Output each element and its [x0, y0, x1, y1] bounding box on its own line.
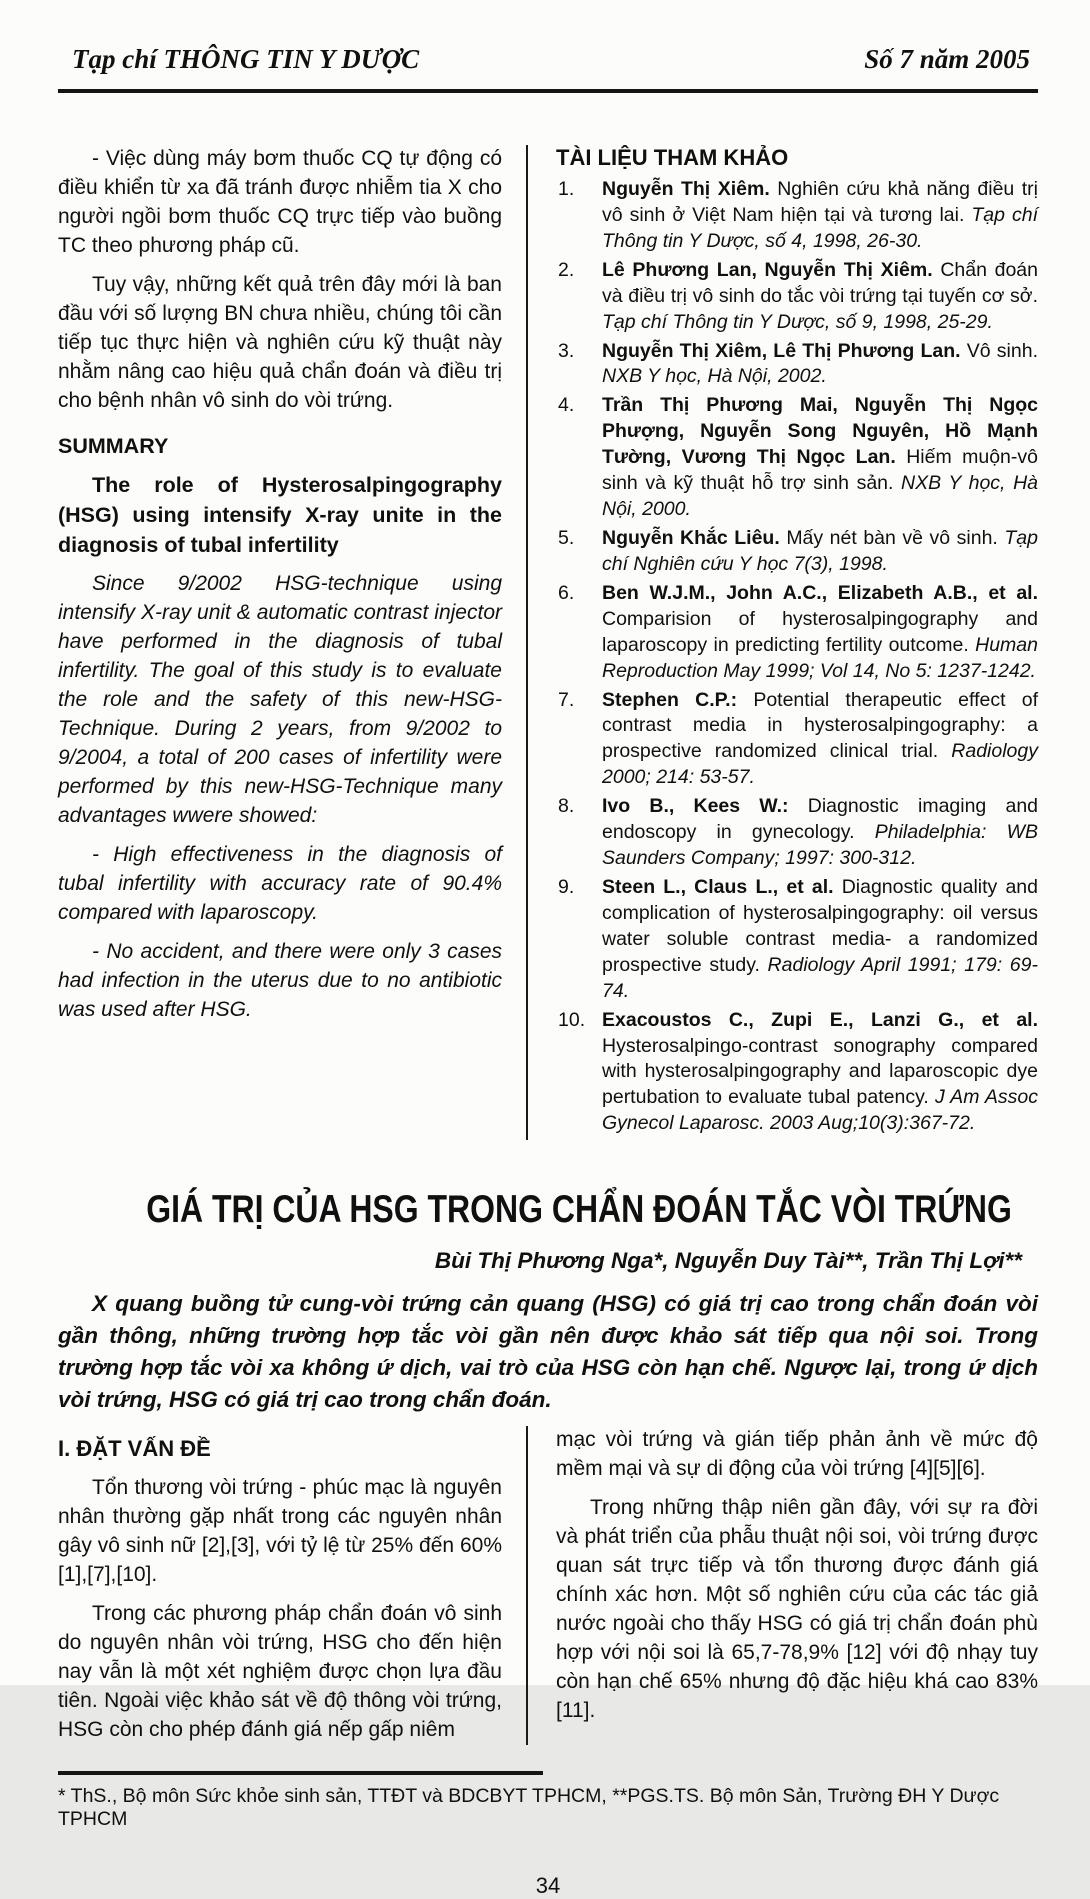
reference-text: Nghiên cứu khả năng điều trị vô sinh ở Việt Nam hiện tại và tương lai. — [602, 178, 1038, 226]
author-footnote: * ThS., Bộ môn Sức khỏe sinh sản, TTĐT và BDCBYT TPHCM, **PGS.TS. Bộ môn Sản, Trường ĐH Y Dược TPHCM — [58, 1785, 1000, 1831]
reference-authors: Steen L., Claus L., et al. — [602, 875, 842, 898]
reference-text: Mấy nét bàn về vô sinh. — [786, 526, 1005, 549]
paragraph: Tuy vậy, những kết quả trên đây mới là ban đầu với số lượng BN chưa nhiều, chúng tôi cần tiếp tục thực hiện và nghiên cứu kỹ thuật này nhằm nâng cao hiệu quả chẩn đoán và điều trị cho bệnh nhân vô sinh do vòi trứng. — [58, 272, 502, 412]
bottom-columns — [58, 1426, 1038, 1745]
reference-text: Hiếm muộn-vô sinh và kỹ thuật hỗ trợ sinh sản. — [602, 446, 1038, 495]
footnote-rule — [58, 1771, 543, 1775]
issue-label: Số 7 năm 2005 — [864, 44, 1030, 74]
reference-item — [556, 794, 1038, 872]
section1-heading: I. ĐẶT VẤN ĐỀ — [58, 1435, 211, 1461]
summary-title: The role of Hysterosalpingography (HSG) using intensify X-ray unite in the diagnosis of tubal infertility — [58, 473, 502, 557]
reference-text: Hysterosalpingo-contrast sonography compared with hysterosalpingography and laparoscopic dye pertubation to evaluate tubal patency. — [602, 1034, 1038, 1109]
reference-text: Comparision of hysterosalpingography and laparoscopy in predicting fertility outcome. — [602, 607, 1038, 656]
reference-authors: Nguyễn Khắc Liêu. — [602, 526, 787, 549]
reference-text: Chẩn đoán và điều trị vô sinh do tắc vòi trứng tại tuyến cơ sở. — [602, 258, 1038, 307]
reference-text: Potential therapeutic effect of contrast media in hysterosalpingography: a prospective randomized clinical trial. — [602, 688, 1038, 763]
reference-source: Tạp chí Thông tin Y Dược, số 4, 1998, 26-30. — [602, 203, 1038, 252]
previous-article-column — [58, 145, 526, 1140]
reference-authors: Ivo B., Kees W.: — [602, 795, 808, 818]
paragraph: Trong các phương pháp chẩn đoán vô sinh do nguyên nhân vòi trứng, HSG cho đến hiện nay vẫn là một xét nghiệm được chọn lựa đầu tiên. Ngoài việc khảo sát về độ thông vòi trứng, HSG còn cho phép đánh giá nếp gấp niêm — [58, 1602, 502, 1742]
reference-number: 4. — [558, 394, 575, 417]
reference-text: Diagnostic imaging and endoscopy in gynecology. — [602, 795, 1039, 844]
references-column — [526, 145, 1038, 1140]
reference-source: Tạp chí Nghiên cứu Y học 7(3), 1998. — [602, 526, 1038, 575]
summary-heading: SUMMARY — [58, 433, 169, 458]
page-number: 34 — [535, 1873, 561, 1899]
reference-number: 2. — [558, 258, 575, 281]
reference-number: 6. — [558, 581, 575, 604]
reference-item — [556, 581, 1038, 685]
reference-source: NXB Y học, Hà Nội, 2002. — [602, 365, 827, 388]
reference-number: 1. — [558, 178, 575, 200]
reference-source: J Am Assoc Gynecol Laparosc. 2003 Aug;10(3):367-72. — [602, 1086, 1038, 1135]
summary-paragraph: Since 9/2002 HSG-technique using intensify X-ray unit & automatic contrast injector have performed in the diagnosis of tubal infertility. The goal of this study is to evaluate the role and the safety of this new-HSG-Technique. During 2 years, from 9/2002 to 9/2004, a total of 200 cases of infertility were performed by this new-HSG-Technique many advantages wwere showed: — [58, 572, 502, 828]
reference-authors: Nguyễn Thị Xiêm. — [602, 178, 778, 200]
section1-left-column — [58, 1426, 526, 1745]
reference-item — [556, 339, 1038, 391]
reference-source: NXB Y học, Hà Nội, 2000. — [602, 472, 1038, 521]
reference-source: Radiology 2000; 214: 53-57. — [602, 740, 1038, 789]
reference-number: 7. — [558, 688, 575, 711]
reference-authors: Stephen C.P.: — [602, 688, 754, 711]
reference-authors: Nguyễn Thị Xiêm, Lê Thị Phương Lan. — [602, 339, 967, 362]
references-heading: TÀI LIỆU THAM KHẢO — [556, 145, 789, 170]
header-rule — [58, 89, 1038, 93]
summary-body — [58, 570, 502, 1025]
reference-item — [556, 1008, 1038, 1138]
reference-item — [556, 393, 1038, 523]
reference-item — [556, 875, 1038, 1005]
paragraph: mạc vòi trứng và gián tiếp phản ảnh về mức độ mềm mại và sự di động của vòi trứng [4][5][6]. — [556, 1427, 1038, 1480]
section1-right-column — [526, 1426, 1038, 1745]
paragraph: - Việc dùng máy bơm thuốc CQ tự động có điều khiển từ xa đã tránh được nhiễm tia X cho người ngồi bơm thuốc CQ trực tiếp vào buồng TC theo phương pháp cũ. — [58, 147, 502, 257]
reference-text: Diagnostic quality and complication of hysterosalpingography: oil versus water soluble contrast media- a randomized prospective study. — [602, 875, 1038, 976]
reference-item — [556, 688, 1038, 792]
summary-paragraph: - High effectiveness in the diagnosis of tubal infertility with accuracy rate of 90.4% compared with laparoscopy. — [58, 843, 502, 924]
reference-item — [556, 177, 1038, 255]
reference-authors: Lê Phương Lan, Nguyễn Thị Xiêm. — [602, 258, 941, 281]
reference-number: 9. — [558, 875, 575, 898]
reference-source: Philadelphia: WB Saunders Company; 1997: 300-312. — [602, 821, 1038, 870]
reference-number: 3. — [558, 339, 575, 362]
article-authors: Bùi Thị Phương Nga*, Nguyễn Duy Tài**, Trần Thị Lợi** — [434, 1248, 1022, 1274]
journal-title: Tạp chí THÔNG TIN Y DƯỢC — [72, 44, 420, 74]
reference-authors: Trần Thị Phương Mai, Nguyễn Thị Ngọc Phượng, Nguyễn Song Nguyên, Hồ Mạnh Tường, Vương Thị Ngọc Lan. — [602, 394, 1038, 469]
reference-item — [556, 526, 1038, 578]
reference-text: Vô sinh. — [966, 339, 1038, 362]
article-title: GIÁ TRỊ CỦA HSG TRONG CHẨN ĐOÁN TẮC VÒI TRỨNG — [146, 1188, 1012, 1232]
article-abstract: X quang buồng tử cung-vòi trứng cản quang (HSG) có giá trị cao trong chẩn đoán vòi gần thông, những trường hợp tắc vòi gần nên được khảo sát tiếp qua nội soi. Trong trường hợp tắc vòi xa không ứ dịch, vai trò của HSG còn hạn chế. Ngược lại, trong ứ dịch vòi trứng, HSG có giá trị cao trong chẩn đoán. — [58, 1291, 1038, 1412]
reference-list — [556, 177, 1038, 1137]
running-header — [58, 38, 1038, 75]
reference-item — [556, 258, 1038, 336]
reference-authors: Exacoustos C., Zupi E., Lanzi G., et al. — [602, 1008, 1038, 1031]
reference-source: Radiology April 1991; 179: 69-74. — [602, 953, 1038, 1002]
reference-authors: Ben W.J.M., John A.C., Elizabeth A.B., et al. — [602, 581, 1038, 604]
reference-source: Tạp chí Thông tin Y Dược, số 9, 1998, 25-29. — [602, 310, 993, 333]
paragraph: Trong những thập niên gần đây, với sự ra đời và phát triển của phẫu thuật nội soi, vòi trứng được quan sát trực tiếp và tổn thương được đánh giá chính xác hơn. Một số nghiên cứu của các tác giả nước ngoài cho thấy HSG có giá trị chẩn đoán phù hợp với nội soi là 65,7-78,9% [12] với độ nhạy tuy còn hạn chế 65% nhưng độ đặc hiệu khá cao 83% [11]. — [556, 1495, 1038, 1722]
reference-number: 8. — [558, 795, 575, 818]
paragraph: Tổn thương vòi trứng - phúc mạc là nguyên nhân thường gặp nhất trong các nguyên nhân gây vô sinh nữ [2],[3], với tỷ lệ từ 25% đến 60% [1],[7],[10]. — [58, 1476, 502, 1587]
reference-number: 10. — [558, 1008, 586, 1031]
reference-source: Human Reproduction May 1999; Vol 14, No 5: 1237-1242. — [602, 633, 1038, 682]
reference-number: 5. — [558, 526, 575, 549]
summary-paragraph: - No accident, and there were only 3 cases had infection in the uterus due to no antibiotic was used after HSG. — [58, 939, 502, 1021]
top-columns — [58, 145, 1038, 1140]
